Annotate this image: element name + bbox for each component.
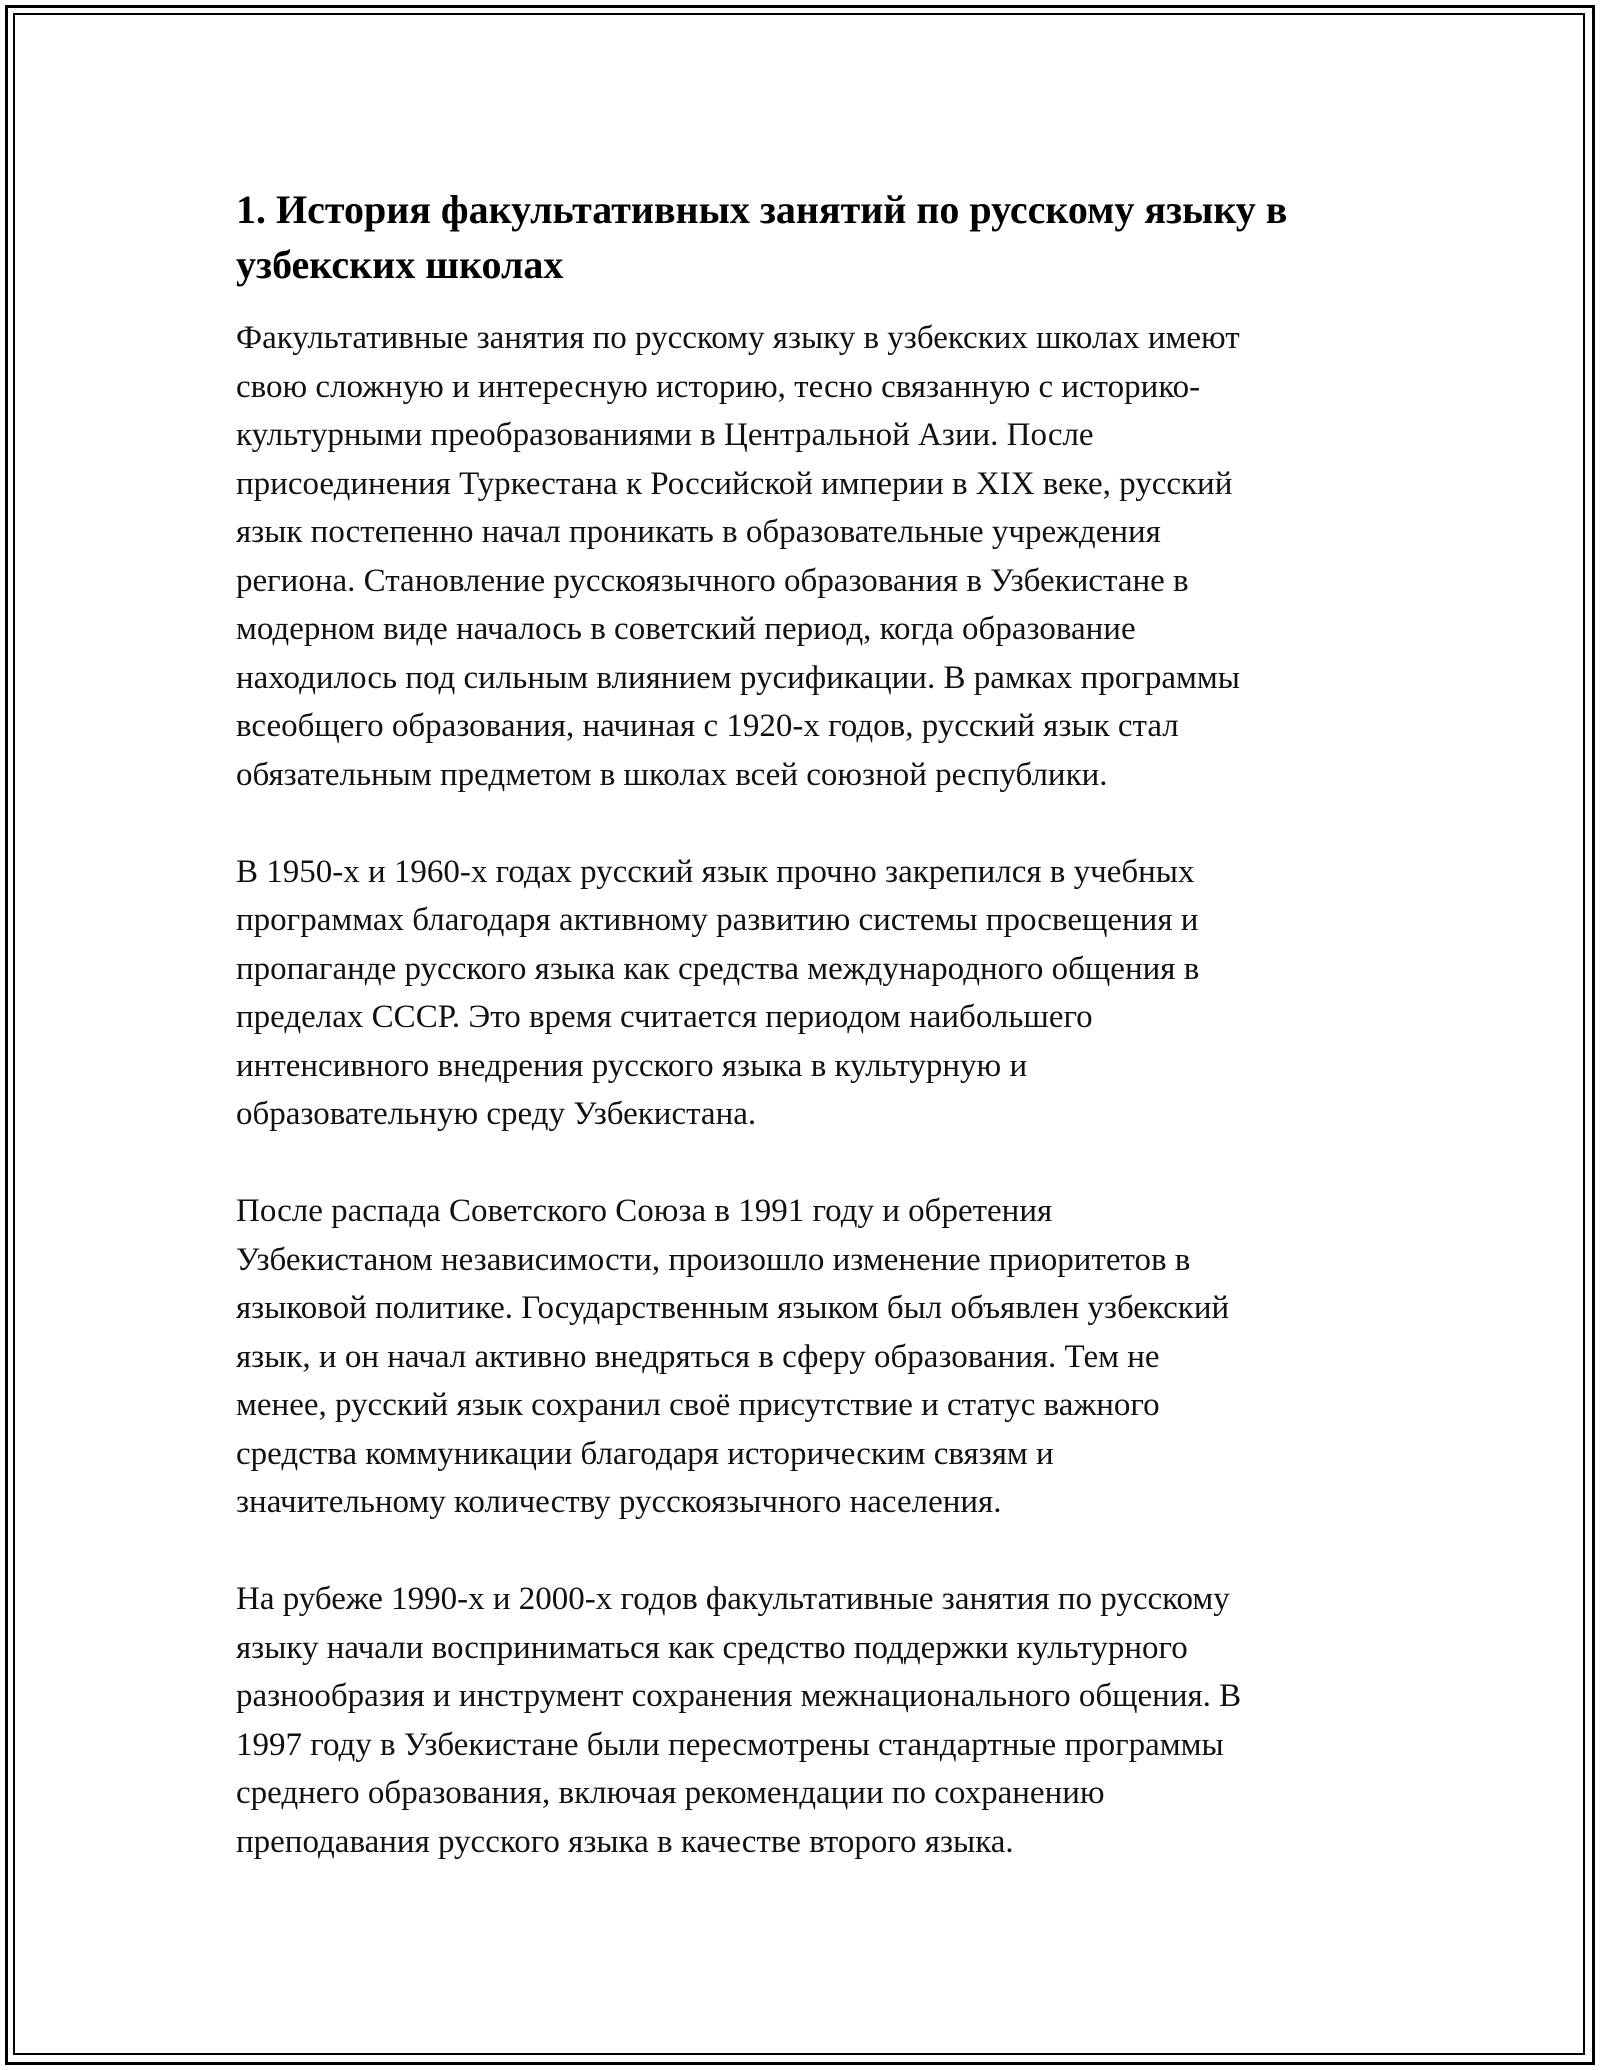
- paragraph-3: После распада Советского Союза в 1991 году и обретения Узбекистаном независимости, произошло изменение приоритетов в языковой политике. Государственным языком был объявлен узбекский язык, и он начал активно внедряться в сферу образования. Тем не менее, русский язык сохранил своё присутствие и статус важного средства коммуникации благодаря историческим связям и значительному количеству русскоязычного населения.: [236, 1193, 1230, 1520]
- paragraph-4: На рубеже 1990-х и 2000-х годов факультативные занятия по русскому языку начали восприниматься как средство поддержки культурного разнообразия и инструмент сохранения межнационального общения. В 1997 году в Узбекистане были пересмотрены стандартные программы среднего образования, включая рекомендации по сохранению преподавания русского языка в качестве второго языка.: [236, 1581, 1242, 1860]
- section-heading: 1. История факультативных занятий по русскому языку в узбекских школах: [236, 187, 1288, 287]
- paragraph-1: Факультативные занятия по русскому языку в узбекских школах имеют свою сложную и интересную историю, тесно связанную с историко- культурными преобразованиями в Центральной Азии. После присоединения Туркестана к Российской империи в XIX веке, русский язык постепенно начал проникать в образовательные учреждения региона. Становление русскоязычного образования в Узбекистане в модерном виде началось в советский период, когда образование находилось под сильным влиянием русификации. В рамках программы всеобщего образования, начиная с 1920-х годов, русский язык стал обязательным предметом в школах всей союзной республики.: [236, 320, 1240, 793]
- paragraph-2: В 1950-х и 1960-х годах русский язык прочно закрепился в учебных программах благодаря активному развитию системы просвещения и пропаганде русского языка как средства международного общения в пределах СССР. Это время считается периодом наибольшего интенсивного внедрения русского языка в культурную и образовательную среду Узбекистана.: [236, 853, 1200, 1132]
- document-body: [236, 182, 1386, 1915]
